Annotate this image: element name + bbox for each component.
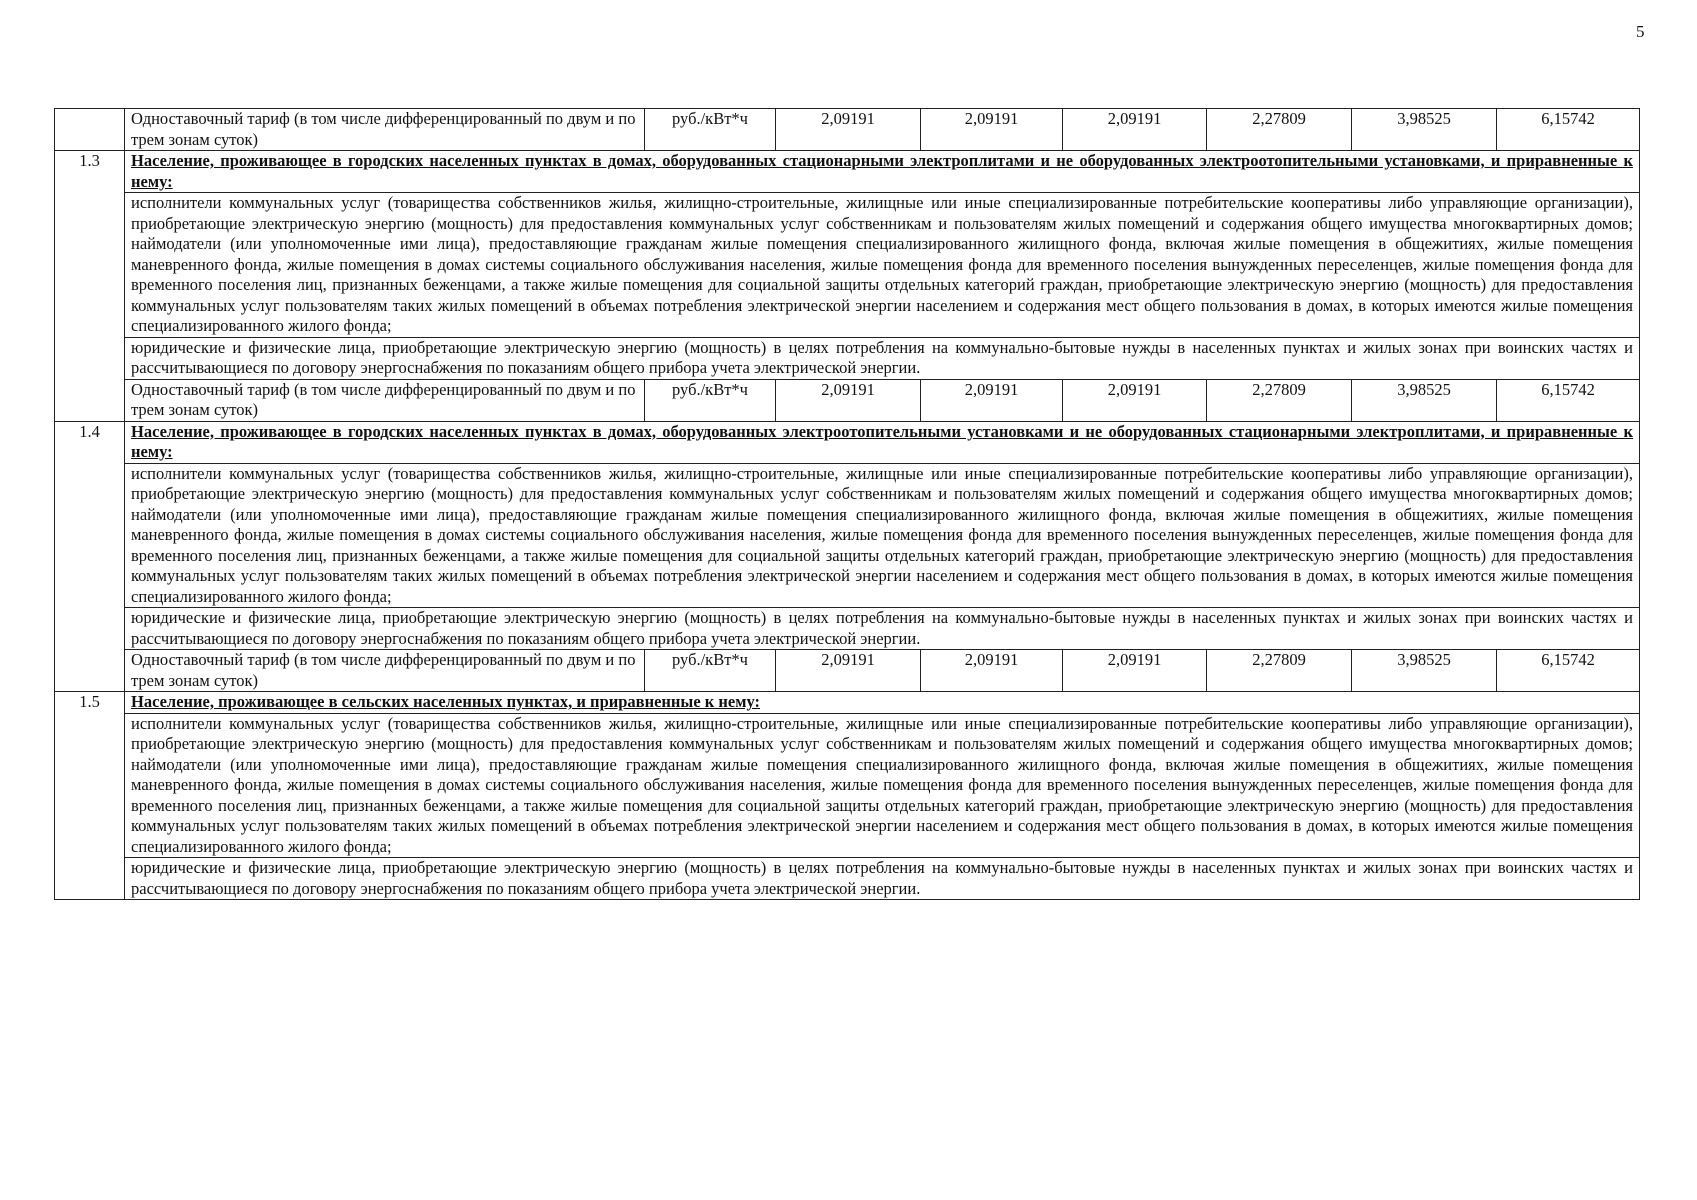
value-cell: 2,09191 bbox=[1063, 650, 1207, 692]
table-row bbox=[55, 650, 1640, 692]
consumer-description: исполнители коммунальных услуг (товарищества собственников жилья, жилищно-строительные, жилищные или иные специализированные потребительские кооперативы либо управляющие организации), приобретающие электрическую энергию (мощность) для предоставления коммунальных услуг собственникам и пользователям жилых помещений и содержания общего имущества многоквартирных домов; наймодатели (или уполномоченные ими лица), предоставляющие гражданам жилые помещения специализированного жилищного фонда, включая жилые помещения в общежитиях, жилые помещения маневренного фонда, жилые помещения в домах системы социального обслуживания населения, жилые помещения фонда для временного поселения вынужденных переселенцев, жилые помещения фонда для временного поселения лиц, признанных беженцами, а также жилые помещения для социальной защиты отдельных категорий граждан, приобретающие электрическую энергию (мощность) для предоставления коммунальных услуг пользователям таких жилых помещений в объемах потребления электрической энергии населением и содержания мест общего пользования в домах, в которых имеются жилые помещения специализированного жилого фонда; bbox=[125, 463, 1640, 608]
section-number: 1.4 bbox=[55, 421, 125, 692]
consumer-description: юридические и физические лица, приобретающие электрическую энергию (мощность) в целях потребления на коммунально-бытовые нужды в населенных пунктах и жилых зонах при воинских частях и рассчитывающиеся по договору энергоснабжения по показаниям общего прибора учета электрической энергии. bbox=[125, 608, 1640, 650]
unit-cell: руб./кВт*ч bbox=[645, 379, 776, 421]
consumer-description: исполнители коммунальных услуг (товарищества собственников жилья, жилищно-строительные, жилищные или иные специализированные потребительские кооперативы либо управляющие организации), приобретающие электрическую энергию (мощность) для предоставления коммунальных услуг собственникам и пользователям жилых помещений и содержания общего имущества многоквартирных домов; наймодатели (или уполномоченные ими лица), предоставляющие гражданам жилые помещения специализированного жилищного фонда, включая жилые помещения в общежитиях, жилые помещения маневренного фонда, жилые помещения в домах системы социального обслуживания населения, жилые помещения фонда для временного поселения вынужденных переселенцев, жилые помещения фонда для временного поселения лиц, признанных беженцами, а также жилые помещения для социальной защиты отдельных категорий граждан, приобретающие электрическую энергию (мощность) для предоставления коммунальных услуг пользователям таких жилых помещений в объемах потребления электрической энергии населением и содержания мест общего пользования в домах, в которых имеются жилые помещения специализированного жилого фонда; bbox=[125, 713, 1640, 858]
section-title: Население, проживающее в городских населенных пунктах в домах, оборудованных электроотопительными установками и не оборудованных стационарными электроплитами, и приравненные к нему: bbox=[125, 421, 1640, 463]
section-heading-row bbox=[55, 692, 1640, 714]
table-row bbox=[55, 337, 1640, 379]
unit-cell: руб./кВт*ч bbox=[645, 109, 776, 151]
tariff-table bbox=[54, 108, 1640, 900]
table-row bbox=[55, 109, 1640, 151]
consumer-description: исполнители коммунальных услуг (товарищества собственников жилья, жилищно-строительные, жилищные или иные специализированные потребительские кооперативы либо управляющие организации), приобретающие электрическую энергию (мощность) для предоставления коммунальных услуг собственникам и пользователям жилых помещений и содержания общего имущества многоквартирных домов; наймодатели (или уполномоченные ими лица), предоставляющие гражданам жилые помещения специализированного жилищного фонда, включая жилые помещения в общежитиях, жилые помещения маневренного фонда, жилые помещения в домах системы социального обслуживания населения, жилые помещения фонда для временного поселения вынужденных переселенцев, жилые помещения фонда для временного поселения лиц, признанных беженцами, а также жилые помещения для социальной защиты отдельных категорий граждан, приобретающие электрическую энергию (мощность) для предоставления коммунальных услуг пользователям таких жилых помещений в объемах потребления электрической энергии населением и содержания мест общего пользования в домах, в которых имеются жилые помещения специализированного жилого фонда; bbox=[125, 193, 1640, 338]
value-cell: 6,15742 bbox=[1497, 109, 1640, 151]
value-cell: 2,09191 bbox=[1063, 109, 1207, 151]
value-cell: 2,09191 bbox=[921, 109, 1063, 151]
section-heading-row bbox=[55, 421, 1640, 463]
value-cell: 2,09191 bbox=[776, 109, 921, 151]
section-number: 1.3 bbox=[55, 151, 125, 422]
value-cell: 2,09191 bbox=[921, 379, 1063, 421]
section-title: Население, проживающее в городских населенных пунктах в домах, оборудованных стационарными электроплитами и не оборудованных электроотопительными установками, и приравненные к нему: bbox=[125, 151, 1640, 193]
value-cell: 3,98525 bbox=[1352, 379, 1497, 421]
table-row bbox=[55, 713, 1640, 858]
row-number-cell bbox=[55, 109, 125, 151]
value-cell: 3,98525 bbox=[1352, 109, 1497, 151]
table-row bbox=[55, 463, 1640, 608]
unit-cell: руб./кВт*ч bbox=[645, 650, 776, 692]
section-heading-row bbox=[55, 151, 1640, 193]
value-cell: 2,09191 bbox=[776, 650, 921, 692]
value-cell: 2,09191 bbox=[921, 650, 1063, 692]
tariff-label: Одноставочный тариф (в том числе дифференцированный по двум и по трем зонам суток) bbox=[125, 109, 645, 151]
value-cell: 2,09191 bbox=[776, 379, 921, 421]
value-cell: 2,27809 bbox=[1207, 109, 1352, 151]
table-row bbox=[55, 379, 1640, 421]
table-row bbox=[55, 608, 1640, 650]
section-number: 1.5 bbox=[55, 692, 125, 900]
value-cell: 6,15742 bbox=[1497, 650, 1640, 692]
section-title: Население, проживающее в сельских населенных пунктах, и приравненные к нему: bbox=[125, 692, 1640, 714]
value-cell: 2,27809 bbox=[1207, 379, 1352, 421]
table-row bbox=[55, 193, 1640, 338]
value-cell: 6,15742 bbox=[1497, 379, 1640, 421]
consumer-description: юридические и физические лица, приобретающие электрическую энергию (мощность) в целях потребления на коммунально-бытовые нужды в населенных пунктах и жилых зонах при воинских частях и рассчитывающиеся по договору энергоснабжения по показаниям общего прибора учета электрической энергии. bbox=[125, 337, 1640, 379]
value-cell: 3,98525 bbox=[1352, 650, 1497, 692]
page-number: 5 bbox=[1636, 22, 1645, 41]
tariff-label: Одноставочный тариф (в том числе дифференцированный по двум и по трем зонам суток) bbox=[125, 379, 645, 421]
tariff-label: Одноставочный тариф (в том числе дифференцированный по двум и по трем зонам суток) bbox=[125, 650, 645, 692]
value-cell: 2,27809 bbox=[1207, 650, 1352, 692]
value-cell: 2,09191 bbox=[1063, 379, 1207, 421]
consumer-description: юридические и физические лица, приобретающие электрическую энергию (мощность) в целях потребления на коммунально-бытовые нужды в населенных пунктах и жилых зонах при воинских частях и рассчитывающиеся по договору энергоснабжения по показаниям общего прибора учета электрической энергии. bbox=[125, 858, 1640, 900]
table-row bbox=[55, 858, 1640, 900]
